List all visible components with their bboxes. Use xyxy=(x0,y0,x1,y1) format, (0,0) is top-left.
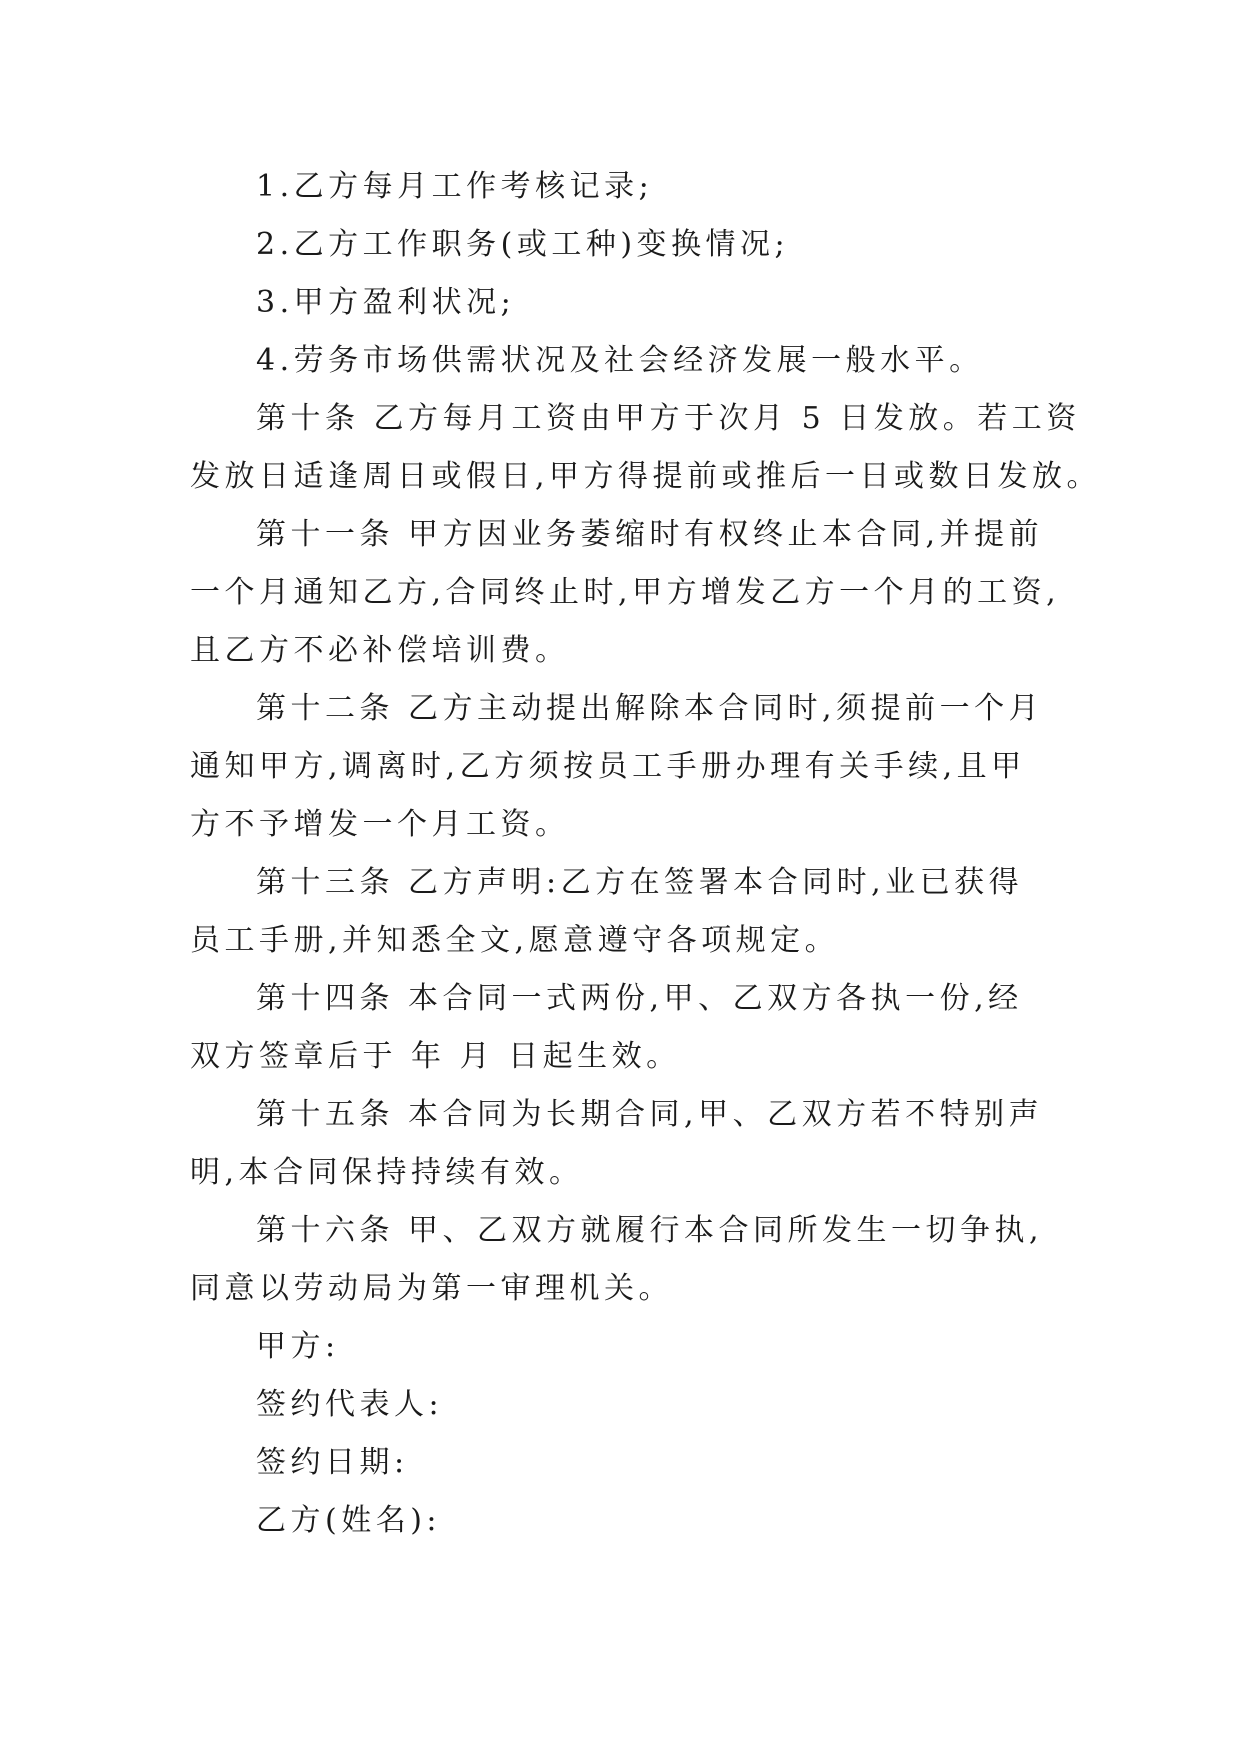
signing-date-label: 签约日期: xyxy=(256,1445,409,1480)
article-11-line-1: 第十一条 甲方因业务萎缩时有权终止本合同,并提前 xyxy=(256,517,1044,552)
list-item-2: 2.乙方工作职务(或工种)变换情况; xyxy=(256,227,790,262)
article-12-line-1: 第十二条 乙方主动提出解除本合同时,须提前一个月 xyxy=(256,691,1044,726)
article-14-line-1: 第十四条 本合同一式两份,甲、乙双方各执一份,经 xyxy=(256,981,1023,1016)
article-15-line-1: 第十五条 本合同为长期合同,甲、乙双方若不特别声 xyxy=(256,1097,1044,1132)
document-body xyxy=(190,158,1102,1550)
article-16-line-1: 第十六条 甲、乙双方就履行本合同所发生一切争执, xyxy=(256,1213,1044,1248)
list-item-1: 1.乙方每月工作考核记录; xyxy=(256,169,654,204)
list-item-4: 4.劳务市场供需状况及社会经济发展一般水平。 xyxy=(256,343,984,378)
party-a-label: 甲方: xyxy=(256,1329,340,1364)
article-10-line-1: 第十条 乙方每月工资由甲方于次月 5 日发放。若工资 xyxy=(256,401,1081,436)
article-16-line-2: 同意以劳动局为第一审理机关。 xyxy=(190,1271,673,1306)
party-b-name-label: 乙方(姓名): xyxy=(256,1503,442,1538)
article-13-line-1: 第十三条 乙方声明:乙方在签署本合同时,业已获得 xyxy=(256,865,1024,900)
article-11-line-2: 一个月通知乙方,合同终止时,甲方增发乙方一个月的工资, xyxy=(190,575,1061,610)
list-item-3: 3.甲方盈利状况; xyxy=(256,285,516,320)
signing-representative-label: 签约代表人: xyxy=(256,1387,444,1422)
article-12-line-3: 方不予增发一个月工资。 xyxy=(190,807,570,842)
article-11-line-3: 且乙方不必补偿培训费。 xyxy=(190,633,570,668)
article-13-line-2: 员工手册,并知悉全文,愿意遵守各项规定。 xyxy=(190,923,840,958)
article-15-line-2: 明,本合同保持持续有效。 xyxy=(190,1155,584,1190)
article-12-line-2: 通知甲方,调离时,乙方须按员工手册办理有关手续,且甲 xyxy=(190,749,1026,784)
article-10-line-2: 发放日适逢周日或假日,甲方得提前或推后一日或数日发放。 xyxy=(190,459,1102,494)
article-14-line-2: 双方签章后于 年 月 日起生效。 xyxy=(190,1039,681,1074)
